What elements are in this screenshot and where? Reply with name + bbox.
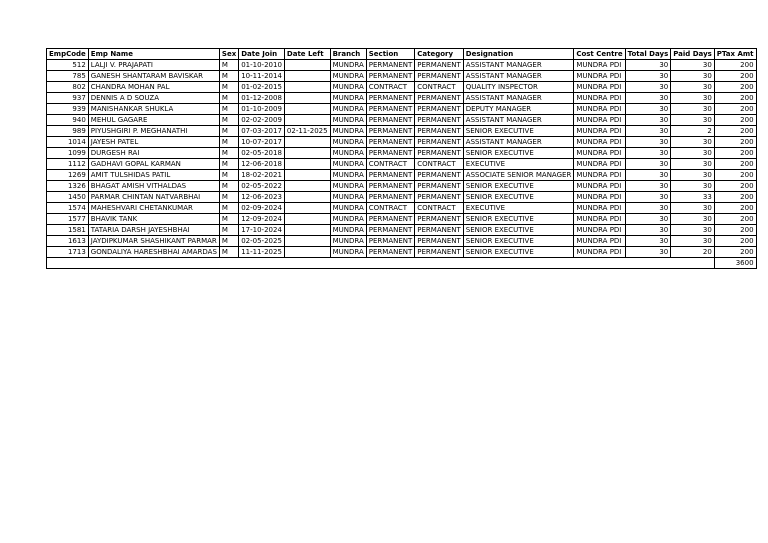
cell-date-left <box>284 247 330 258</box>
cell-sex: M <box>219 71 238 82</box>
cell-branch: MUNDRA <box>330 93 366 104</box>
cell-date-left: 02-11-2025 <box>284 126 330 137</box>
cell-category: CONTRACT <box>415 82 464 93</box>
col-header-category: Category <box>415 49 464 60</box>
cell-category: PERMANENT <box>415 115 464 126</box>
table-row <box>47 71 757 82</box>
cell-designation: EXECUTIVE <box>463 159 574 170</box>
cell-designation: SENIOR EXECUTIVE <box>463 247 574 258</box>
col-header-sex: Sex <box>219 49 238 60</box>
cell-category: PERMANENT <box>415 214 464 225</box>
table-row <box>47 192 757 203</box>
cell-sex: M <box>219 203 238 214</box>
cell-date-join: 02-09-2024 <box>239 203 285 214</box>
cell-section: PERMANENT <box>366 148 415 159</box>
cell-cost-centre: MUNDRA PDI <box>574 104 625 115</box>
cell-date-left <box>284 236 330 247</box>
cell-branch: MUNDRA <box>330 60 366 71</box>
cell-ptax-amt: 200 <box>714 115 756 126</box>
cell-category: PERMANENT <box>415 170 464 181</box>
cell-paid-days: 30 <box>671 115 715 126</box>
cell-emp-name: BHAVIK TANK <box>88 214 219 225</box>
cell-total-days: 30 <box>625 170 671 181</box>
cell-date-left <box>284 60 330 71</box>
cell-cost-centre: MUNDRA PDI <box>574 203 625 214</box>
cell-date-left <box>284 170 330 181</box>
cell-section: PERMANENT <box>366 247 415 258</box>
table-row <box>47 203 757 214</box>
cell-date-join: 07-03-2017 <box>239 126 285 137</box>
cell-branch: MUNDRA <box>330 148 366 159</box>
cell-emp-name: AMIT TULSHIDAS PATIL <box>88 170 219 181</box>
cell-total-days: 30 <box>625 236 671 247</box>
cell-emp-name: BHAGAT AMISH VITHALDAS <box>88 181 219 192</box>
cell-paid-days: 33 <box>671 192 715 203</box>
col-header-designation: Designation <box>463 49 574 60</box>
cell-category: PERMANENT <box>415 104 464 115</box>
cell-designation: SENIOR EXECUTIVE <box>463 225 574 236</box>
cell-date-left <box>284 137 330 148</box>
cell-category: PERMANENT <box>415 148 464 159</box>
cell-empcode: 1269 <box>47 170 89 181</box>
cell-ptax-amt: 200 <box>714 214 756 225</box>
col-header-paid-days: Paid Days <box>671 49 715 60</box>
cell-paid-days: 30 <box>671 60 715 71</box>
cell-sex: M <box>219 159 238 170</box>
cell-ptax-amt: 200 <box>714 247 756 258</box>
cell-empcode: 1574 <box>47 203 89 214</box>
cell-empcode: 940 <box>47 115 89 126</box>
cell-emp-name: GONDALIYA HARESHBHAI AMARDAS <box>88 247 219 258</box>
cell-cost-centre: MUNDRA PDI <box>574 71 625 82</box>
cell-branch: MUNDRA <box>330 71 366 82</box>
cell-date-join: 01-12-2008 <box>239 93 285 104</box>
cell-ptax-amt: 200 <box>714 104 756 115</box>
table-row <box>47 247 757 258</box>
cell-paid-days: 30 <box>671 214 715 225</box>
cell-total-days: 30 <box>625 225 671 236</box>
cell-category: PERMANENT <box>415 71 464 82</box>
cell-branch: MUNDRA <box>330 192 366 203</box>
cell-empcode: 1581 <box>47 225 89 236</box>
cell-category: PERMANENT <box>415 126 464 137</box>
table-row <box>47 159 757 170</box>
cell-empcode: 802 <box>47 82 89 93</box>
cell-ptax-amt: 200 <box>714 225 756 236</box>
cell-branch: MUNDRA <box>330 214 366 225</box>
cell-date-join: 02-05-2025 <box>239 236 285 247</box>
cell-empcode: 1014 <box>47 137 89 148</box>
cell-sex: M <box>219 104 238 115</box>
cell-section: CONTRACT <box>366 203 415 214</box>
cell-category: PERMANENT <box>415 181 464 192</box>
cell-sex: M <box>219 236 238 247</box>
cell-total-days: 30 <box>625 181 671 192</box>
cell-sex: M <box>219 137 238 148</box>
cell-total-days: 30 <box>625 115 671 126</box>
table-row <box>47 60 757 71</box>
cell-cost-centre: MUNDRA PDI <box>574 148 625 159</box>
cell-category: PERMANENT <box>415 60 464 71</box>
cell-empcode: 1577 <box>47 214 89 225</box>
cell-sex: M <box>219 115 238 126</box>
cell-section: CONTRACT <box>366 82 415 93</box>
col-header-date-join: Date Join <box>239 49 285 60</box>
cell-section: PERMANENT <box>366 104 415 115</box>
cell-empcode: 1112 <box>47 159 89 170</box>
cell-ptax-amt: 200 <box>714 181 756 192</box>
cell-total-days: 30 <box>625 214 671 225</box>
table-row <box>47 137 757 148</box>
cell-emp-name: MAHESHVARI CHETANKUMAR <box>88 203 219 214</box>
cell-paid-days: 30 <box>671 82 715 93</box>
table-body <box>47 60 757 258</box>
cell-designation: ASSISTANT MANAGER <box>463 60 574 71</box>
cell-date-left <box>284 159 330 170</box>
cell-emp-name: PIYUSHGIRI P. MEGHANATHI <box>88 126 219 137</box>
cell-paid-days: 30 <box>671 71 715 82</box>
col-header-emp-name: Emp Name <box>88 49 219 60</box>
cell-date-join: 11-11-2025 <box>239 247 285 258</box>
cell-total-days: 30 <box>625 104 671 115</box>
cell-cost-centre: MUNDRA PDI <box>574 214 625 225</box>
cell-designation: ASSISTANT MANAGER <box>463 115 574 126</box>
cell-total-days: 30 <box>625 82 671 93</box>
total-spacer <box>47 258 715 269</box>
cell-date-join: 01-10-2009 <box>239 104 285 115</box>
table-row <box>47 170 757 181</box>
cell-paid-days: 30 <box>671 170 715 181</box>
cell-date-left <box>284 148 330 159</box>
cell-date-left <box>284 181 330 192</box>
cell-ptax-amt: 200 <box>714 236 756 247</box>
cell-paid-days: 30 <box>671 181 715 192</box>
cell-emp-name: MEHUL GAGARE <box>88 115 219 126</box>
cell-category: CONTRACT <box>415 203 464 214</box>
cell-branch: MUNDRA <box>330 115 366 126</box>
cell-designation: ASSOCIATE SENIOR MANAGER <box>463 170 574 181</box>
cell-total-days: 30 <box>625 148 671 159</box>
cell-designation: QUALITY INSPECTOR <box>463 82 574 93</box>
cell-section: PERMANENT <box>366 170 415 181</box>
header-row <box>47 49 757 60</box>
col-header-total-days: Total Days <box>625 49 671 60</box>
cell-section: PERMANENT <box>366 115 415 126</box>
cell-date-left <box>284 225 330 236</box>
cell-paid-days: 30 <box>671 203 715 214</box>
cell-date-join: 10-07-2017 <box>239 137 285 148</box>
cell-section: PERMANENT <box>366 214 415 225</box>
cell-cost-centre: MUNDRA PDI <box>574 236 625 247</box>
cell-sex: M <box>219 192 238 203</box>
cell-branch: MUNDRA <box>330 137 366 148</box>
cell-branch: MUNDRA <box>330 225 366 236</box>
cell-section: PERMANENT <box>366 192 415 203</box>
cell-date-join: 18-02-2021 <box>239 170 285 181</box>
cell-date-join: 17-10-2024 <box>239 225 285 236</box>
cell-section: PERMANENT <box>366 71 415 82</box>
cell-sex: M <box>219 225 238 236</box>
col-header-empcode: EmpCode <box>47 49 89 60</box>
cell-category: PERMANENT <box>415 225 464 236</box>
cell-section: CONTRACT <box>366 159 415 170</box>
cell-ptax-amt: 200 <box>714 159 756 170</box>
cell-total-days: 30 <box>625 192 671 203</box>
cell-ptax-amt: 200 <box>714 71 756 82</box>
cell-ptax-amt: 200 <box>714 82 756 93</box>
cell-total-days: 30 <box>625 137 671 148</box>
cell-designation: ASSISTANT MANAGER <box>463 93 574 104</box>
cell-section: PERMANENT <box>366 236 415 247</box>
cell-total-days: 30 <box>625 71 671 82</box>
cell-emp-name: CHANDRA MOHAN PAL <box>88 82 219 93</box>
cell-emp-name: TATARIA DARSH JAYESHBHAI <box>88 225 219 236</box>
cell-total-days: 30 <box>625 126 671 137</box>
cell-designation: EXECUTIVE <box>463 203 574 214</box>
col-header-cost-centre: Cost Centre <box>574 49 625 60</box>
cell-cost-centre: MUNDRA PDI <box>574 247 625 258</box>
cell-branch: MUNDRA <box>330 170 366 181</box>
cell-sex: M <box>219 170 238 181</box>
cell-designation: SENIOR EXECUTIVE <box>463 148 574 159</box>
cell-empcode: 989 <box>47 126 89 137</box>
cell-cost-centre: MUNDRA PDI <box>574 137 625 148</box>
cell-date-left <box>284 93 330 104</box>
cell-ptax-amt: 200 <box>714 126 756 137</box>
cell-sex: M <box>219 60 238 71</box>
cell-cost-centre: MUNDRA PDI <box>574 170 625 181</box>
total-row <box>47 258 757 269</box>
cell-sex: M <box>219 214 238 225</box>
cell-ptax-amt: 200 <box>714 170 756 181</box>
table-row <box>47 148 757 159</box>
cell-cost-centre: MUNDRA PDI <box>574 126 625 137</box>
cell-date-join: 01-02-2015 <box>239 82 285 93</box>
cell-branch: MUNDRA <box>330 159 366 170</box>
cell-branch: MUNDRA <box>330 247 366 258</box>
cell-date-join: 02-05-2018 <box>239 148 285 159</box>
cell-section: PERMANENT <box>366 60 415 71</box>
cell-empcode: 512 <box>47 60 89 71</box>
table-row <box>47 115 757 126</box>
cell-ptax-amt: 200 <box>714 148 756 159</box>
cell-cost-centre: MUNDRA PDI <box>574 192 625 203</box>
cell-total-days: 30 <box>625 247 671 258</box>
cell-empcode: 1326 <box>47 181 89 192</box>
cell-cost-centre: MUNDRA PDI <box>574 115 625 126</box>
cell-section: PERMANENT <box>366 181 415 192</box>
cell-paid-days: 30 <box>671 104 715 115</box>
cell-date-left <box>284 115 330 126</box>
cell-designation: SENIOR EXECUTIVE <box>463 126 574 137</box>
cell-paid-days: 2 <box>671 126 715 137</box>
cell-category: PERMANENT <box>415 247 464 258</box>
cell-category: PERMANENT <box>415 137 464 148</box>
cell-cost-centre: MUNDRA PDI <box>574 82 625 93</box>
cell-emp-name: DENNIS A D SOUZA <box>88 93 219 104</box>
total-ptax-cell: 3600 <box>714 258 756 269</box>
table-row <box>47 214 757 225</box>
cell-ptax-amt: 200 <box>714 93 756 104</box>
cell-branch: MUNDRA <box>330 181 366 192</box>
cell-empcode: 785 <box>47 71 89 82</box>
employee-ptax-table <box>46 48 757 269</box>
cell-date-join: 02-05-2022 <box>239 181 285 192</box>
cell-sex: M <box>219 82 238 93</box>
cell-ptax-amt: 200 <box>714 192 756 203</box>
cell-paid-days: 30 <box>671 159 715 170</box>
cell-paid-days: 30 <box>671 137 715 148</box>
cell-date-join: 12-06-2018 <box>239 159 285 170</box>
cell-paid-days: 30 <box>671 225 715 236</box>
cell-date-join: 01-10-2010 <box>239 60 285 71</box>
cell-emp-name: LALJI V. PRAJAPATI <box>88 60 219 71</box>
cell-emp-name: JAYESH PATEL <box>88 137 219 148</box>
cell-designation: DEPUTY MANAGER <box>463 104 574 115</box>
cell-empcode: 1613 <box>47 236 89 247</box>
col-header-branch: Branch <box>330 49 366 60</box>
cell-paid-days: 30 <box>671 236 715 247</box>
cell-empcode: 937 <box>47 93 89 104</box>
cell-paid-days: 30 <box>671 93 715 104</box>
cell-date-left <box>284 192 330 203</box>
cell-section: PERMANENT <box>366 126 415 137</box>
col-header-ptax-amt: PTax Amt <box>714 49 756 60</box>
cell-ptax-amt: 200 <box>714 137 756 148</box>
cell-paid-days: 20 <box>671 247 715 258</box>
cell-emp-name: MANISHANKAR SHUKLA <box>88 104 219 115</box>
cell-branch: MUNDRA <box>330 203 366 214</box>
cell-cost-centre: MUNDRA PDI <box>574 225 625 236</box>
cell-category: PERMANENT <box>415 236 464 247</box>
table-row <box>47 181 757 192</box>
col-header-section: Section <box>366 49 415 60</box>
table-row <box>47 126 757 137</box>
cell-sex: M <box>219 126 238 137</box>
cell-sex: M <box>219 181 238 192</box>
cell-cost-centre: MUNDRA PDI <box>574 181 625 192</box>
col-header-date-left: Date Left <box>284 49 330 60</box>
cell-cost-centre: MUNDRA PDI <box>574 93 625 104</box>
cell-category: PERMANENT <box>415 93 464 104</box>
cell-category: CONTRACT <box>415 159 464 170</box>
cell-ptax-amt: 200 <box>714 60 756 71</box>
cell-total-days: 30 <box>625 203 671 214</box>
cell-branch: MUNDRA <box>330 236 366 247</box>
cell-date-left <box>284 104 330 115</box>
cell-branch: MUNDRA <box>330 82 366 93</box>
cell-empcode: 939 <box>47 104 89 115</box>
cell-date-join: 12-06-2023 <box>239 192 285 203</box>
table-row <box>47 93 757 104</box>
cell-section: PERMANENT <box>366 93 415 104</box>
cell-designation: ASSISTANT MANAGER <box>463 137 574 148</box>
cell-designation: SENIOR EXECUTIVE <box>463 236 574 247</box>
cell-paid-days: 30 <box>671 148 715 159</box>
cell-designation: SENIOR EXECUTIVE <box>463 181 574 192</box>
cell-emp-name: DURGESH RAI <box>88 148 219 159</box>
cell-date-left <box>284 71 330 82</box>
cell-section: PERMANENT <box>366 137 415 148</box>
cell-empcode: 1099 <box>47 148 89 159</box>
cell-empcode: 1450 <box>47 192 89 203</box>
cell-cost-centre: MUNDRA PDI <box>574 60 625 71</box>
cell-ptax-amt: 200 <box>714 203 756 214</box>
table-row <box>47 82 757 93</box>
cell-date-join: 10-11-2014 <box>239 71 285 82</box>
cell-total-days: 30 <box>625 159 671 170</box>
cell-category: PERMANENT <box>415 192 464 203</box>
table-row <box>47 225 757 236</box>
cell-date-left <box>284 214 330 225</box>
cell-branch: MUNDRA <box>330 126 366 137</box>
cell-date-left <box>284 82 330 93</box>
cell-sex: M <box>219 93 238 104</box>
cell-sex: M <box>219 247 238 258</box>
cell-total-days: 30 <box>625 60 671 71</box>
cell-cost-centre: MUNDRA PDI <box>574 159 625 170</box>
cell-date-join: 12-09-2024 <box>239 214 285 225</box>
cell-sex: M <box>219 148 238 159</box>
cell-designation: SENIOR EXECUTIVE <box>463 214 574 225</box>
cell-branch: MUNDRA <box>330 104 366 115</box>
table-row <box>47 236 757 247</box>
cell-section: PERMANENT <box>366 225 415 236</box>
cell-designation: SENIOR EXECUTIVE <box>463 192 574 203</box>
cell-emp-name: JAYDIPKUMAR SHASHIKANT PARMAR <box>88 236 219 247</box>
cell-date-join: 02-02-2009 <box>239 115 285 126</box>
cell-emp-name: GANESH SHANTARAM BAVISKAR <box>88 71 219 82</box>
cell-emp-name: GADHAVI GOPAL KARMAN <box>88 159 219 170</box>
cell-emp-name: PARMAR CHINTAN NATVARBHAI <box>88 192 219 203</box>
cell-designation: ASSISTANT MANAGER <box>463 71 574 82</box>
table-row <box>47 104 757 115</box>
cell-empcode: 1713 <box>47 247 89 258</box>
cell-total-days: 30 <box>625 93 671 104</box>
cell-date-left <box>284 203 330 214</box>
